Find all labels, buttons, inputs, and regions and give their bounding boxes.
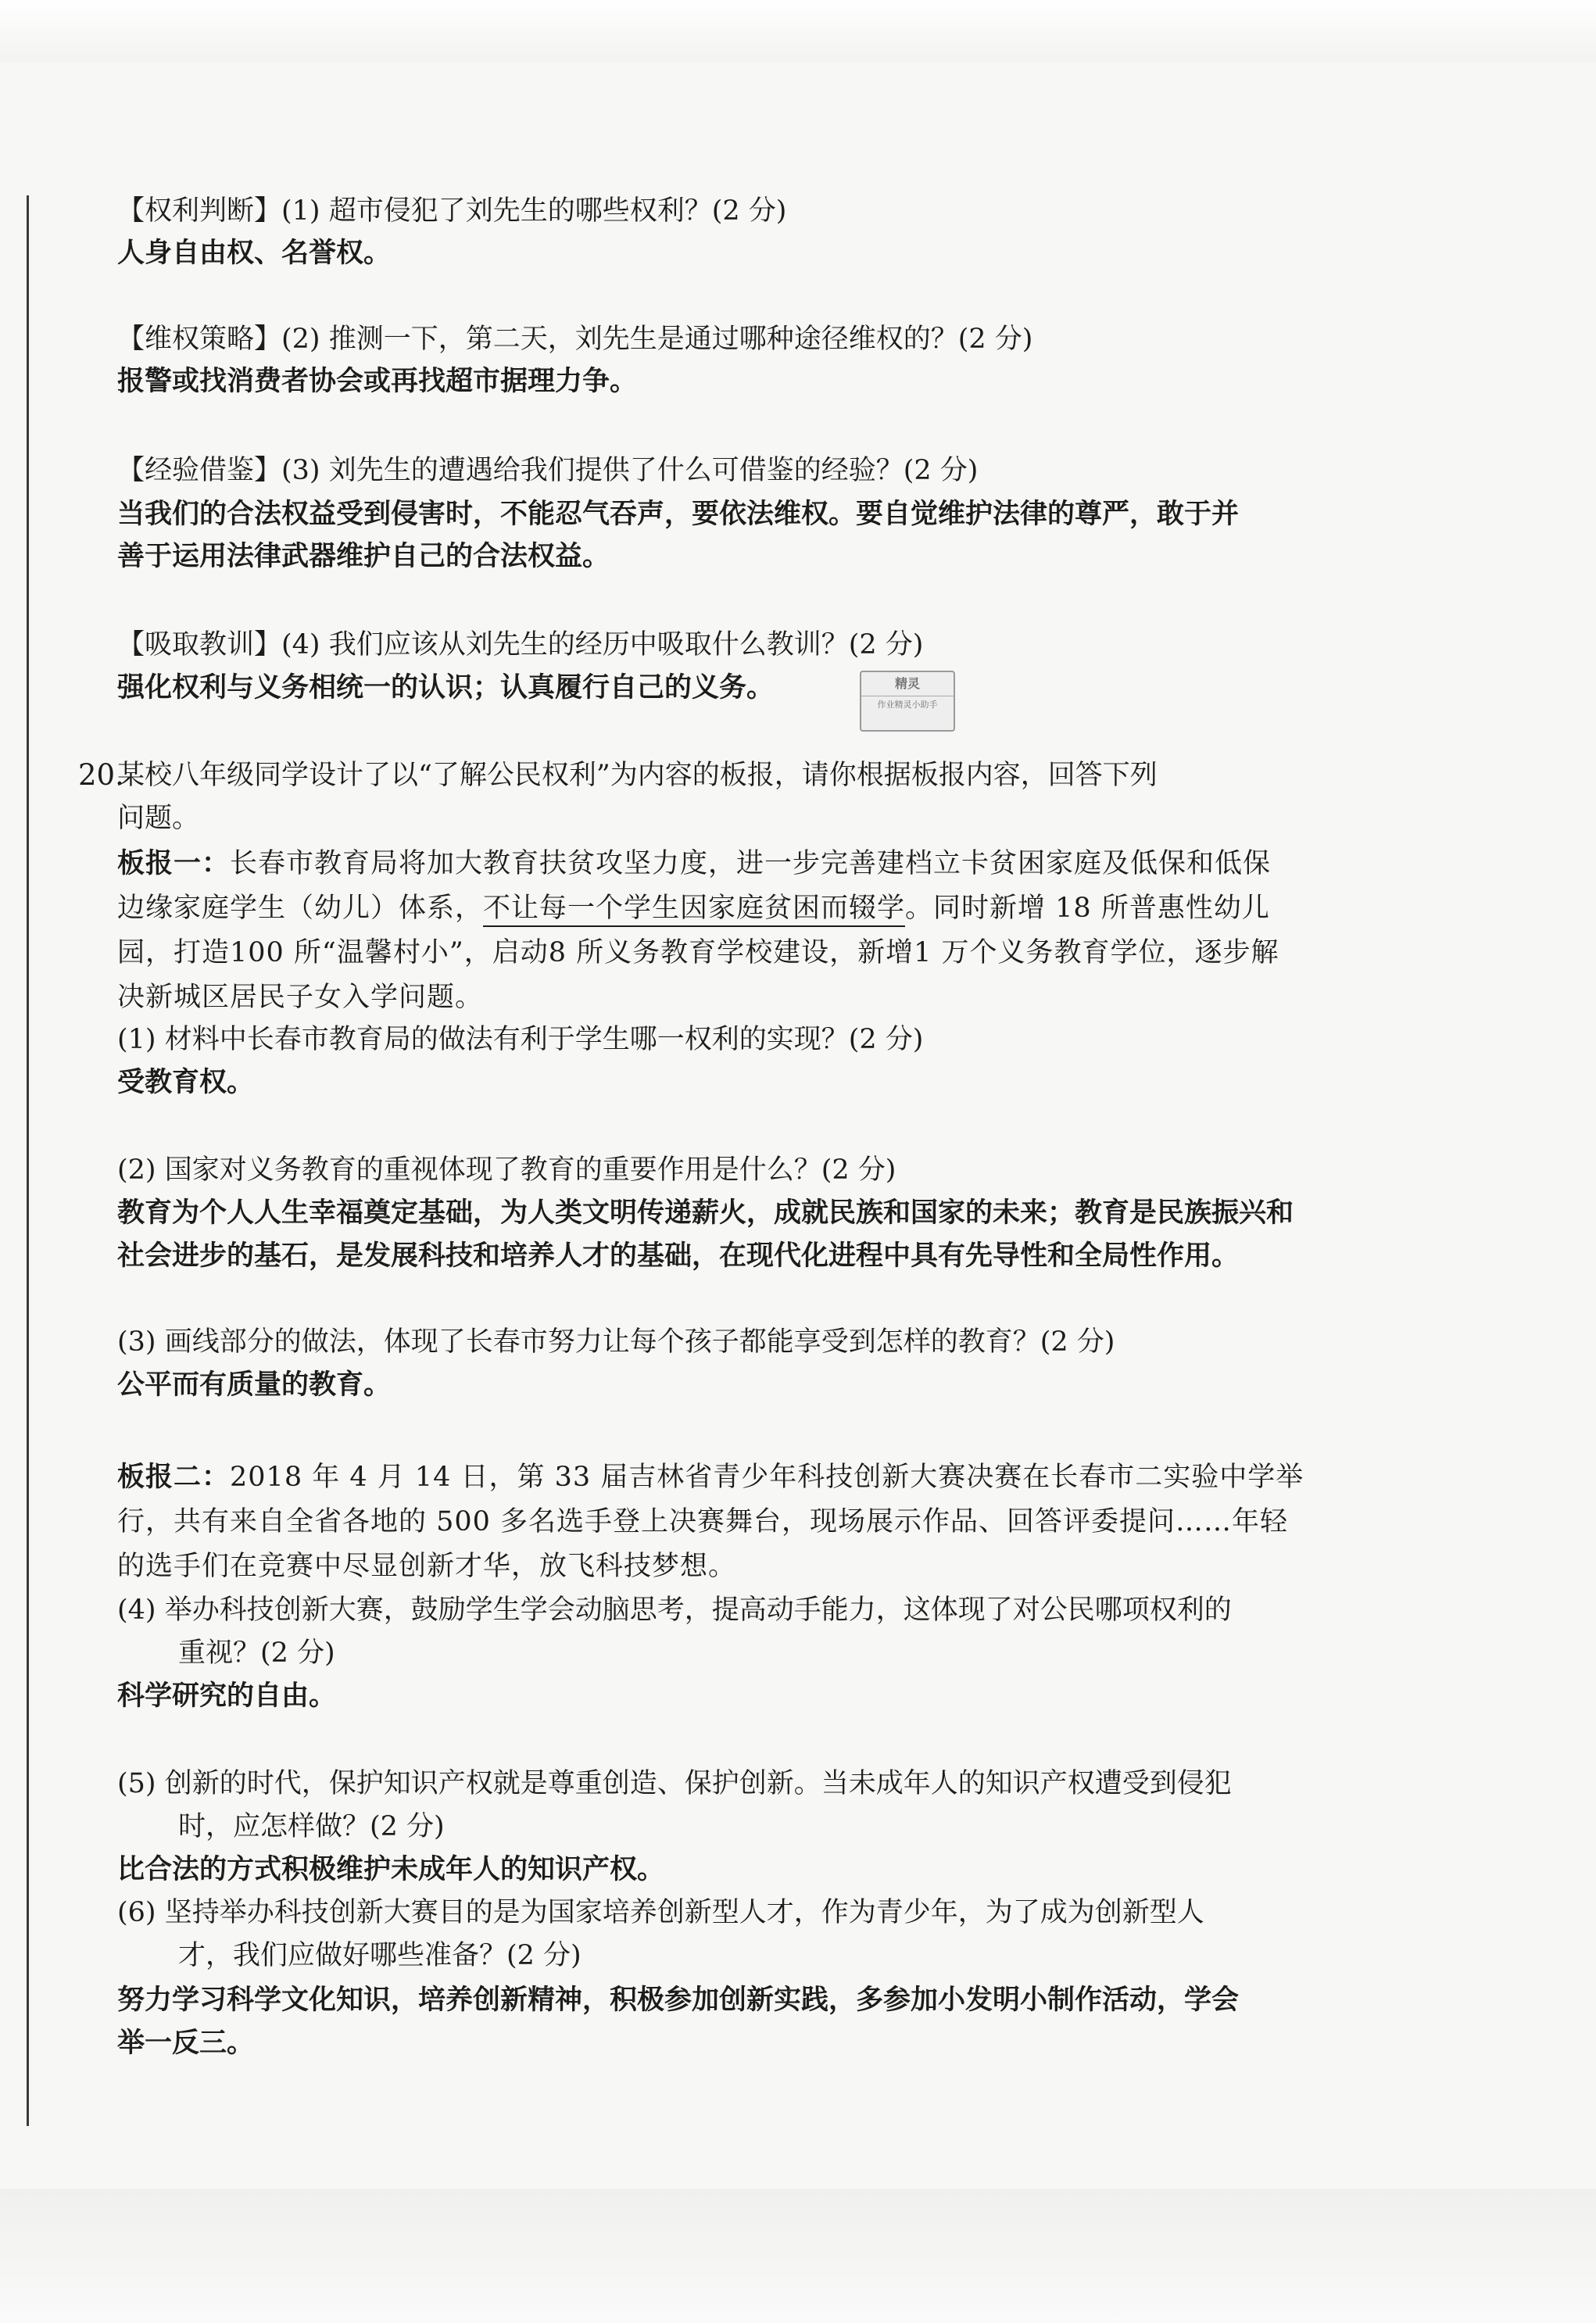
sub-question-3: (3) 画线部分的做法，体现了长春市努力让每个孩子都能享受到怎样的教育？(2 分) — [117, 1326, 1115, 1358]
sub-question-1: (1) 材料中长春市教育局的做法有利于学生哪一权利的实现？(2 分) — [117, 1024, 924, 1055]
question-2: 【维权策略】(2) 推测一下，第二天，刘先生是通过哪种途径维权的？(2 分) — [117, 324, 1033, 355]
q20-stem-line-1: 某校八年级同学设计了以“了解公民权利”为内容的板报，请你根据板报内容，回答下列 — [117, 760, 1158, 791]
sub-answer-2-line-2: 社会进步的基石，是发展科技和培养人才的基础，在现代化进程中具有先导性和全局性作用。 — [117, 1240, 1240, 1272]
question-3: 【经验借鉴】(3) 刘先生的遭遇给我们提供了什么可借鉴的经验？(2 分) — [117, 455, 979, 486]
sub-question-4-line-2: 重视？(2 分) — [178, 1638, 335, 1669]
board-2-line-3: 的选手们在竞赛中尽显创新才华，放飞科技梦想。 — [117, 1551, 737, 1582]
board-1-underlined: 不让每一个学生因家庭贫困而辍学 — [483, 893, 905, 927]
sub-question-2: (2) 国家对义务教育的重视体现了教育的重要作用是什么？(2 分) — [117, 1154, 896, 1186]
sub-question-5-line-1: (5) 创新的时代，保护知识产权就是尊重创造、保护创新。当未成年人的知识产权遭受到侵犯 — [117, 1768, 1232, 1799]
board-2-line-1 — [117, 1460, 1462, 1494]
sub-question-4-line-1: (4) 举办科技创新大赛，鼓励学生学会动脑思考，提高动手能力，这体现了对公民哪项权利的 — [117, 1595, 1232, 1626]
question-4: 【吸取教训】(4) 我们应该从刘先生的经历中吸取什么教训？(2 分) — [117, 629, 924, 660]
sub-question-6-line-1: (6) 坚持举办科技创新大赛目的是为国家培养创新型人才，作为青少年，为了成为创新型人 — [117, 1897, 1204, 1928]
board-1-label: 板报一： — [117, 847, 231, 879]
answer-3-line-2: 善于运用法律武器维护自己的合法权益。 — [117, 540, 610, 572]
sub-answer-4: 科学研究的自由。 — [117, 1680, 337, 1712]
board-1-text-2a: 边缘家庭学生（幼儿）体系， — [117, 893, 484, 924]
answer-2: 报警或找消费者协会或再找超市据理力争。 — [117, 365, 638, 397]
answer-3-line-1: 当我们的合法权益受到侵害时，不能忍气吞声，要依法维权。要自觉维护法律的尊严，敢于并 — [117, 498, 1240, 530]
board-1-line-3: 园，打造100 所“温馨村小”，启动8 所义务教育学校建设，新增1 万个义务教育学位，逐步解 — [117, 937, 1279, 968]
q20-stem-line-2: 问题。 — [117, 803, 200, 834]
sub-answer-2-line-1: 教育为个人人生幸福奠定基础，为人类文明传递薪火，成就民族和国家的未来；教育是民族振兴和 — [117, 1197, 1294, 1229]
answer-4: 强化权利与义务相统一的认识；认真履行自己的义务。 — [117, 671, 775, 703]
question-number: 20. — [78, 758, 124, 792]
board-1-line-1 — [117, 847, 1462, 881]
question-1: 【权利判断】(1) 超市侵犯了刘先生的哪些权利？(2 分) — [117, 195, 787, 227]
board-1-text-1: 长春市教育局将加大教育扶贫攻坚力度，进一步完善建档立卡贫困家庭及低保和低保 — [230, 848, 1272, 879]
sub-answer-5: 比合法的方式积极维护未成年人的知识产权。 — [117, 1853, 665, 1885]
sub-answer-6-line-1: 努力学习科学文化知识，培养创新精神，积极参加创新实践，多参加小发明小制作活动，学会 — [117, 1984, 1240, 2016]
stamp-title: 精灵 — [894, 676, 920, 691]
answer-1: 人身自由权、名誉权。 — [117, 237, 392, 269]
board-2-text-1: 2018 年 4 月 14 日，第 33 届吉林省青少年科技创新大赛决赛在长春市二实验中学举 — [230, 1462, 1304, 1493]
watermark-stamp — [860, 671, 955, 732]
page-top-edge — [0, 0, 1596, 63]
board-1-line-2 — [117, 891, 1462, 925]
board-2-line-2: 行，共有来自全省各地的 500 多名选手登上决赛舞台，现场展示作品、回答评委提问……年轻 — [117, 1506, 1289, 1537]
page-bottom-edge — [0, 2189, 1596, 2323]
board-2-label: 板报二： — [117, 1461, 231, 1493]
sub-answer-1: 受教育权。 — [117, 1066, 255, 1098]
board-1-line-4: 决新城区居民子女入学问题。 — [117, 982, 484, 1013]
sub-answer-3: 公平而有质量的教育。 — [117, 1369, 392, 1401]
board-1-text-2c: 。同时新增 18 所普惠性幼儿 — [905, 893, 1270, 924]
stamp-subtitle: 作业精灵小助手 — [861, 696, 954, 714]
sub-answer-6-line-2: 举一反三。 — [117, 2027, 255, 2059]
sub-question-5-line-2: 时，应怎样做？(2 分) — [178, 1811, 445, 1842]
binding-margin-line — [27, 195, 29, 2126]
sub-question-6-line-2: 才，我们应做好哪些准备？(2 分) — [178, 1940, 582, 1971]
